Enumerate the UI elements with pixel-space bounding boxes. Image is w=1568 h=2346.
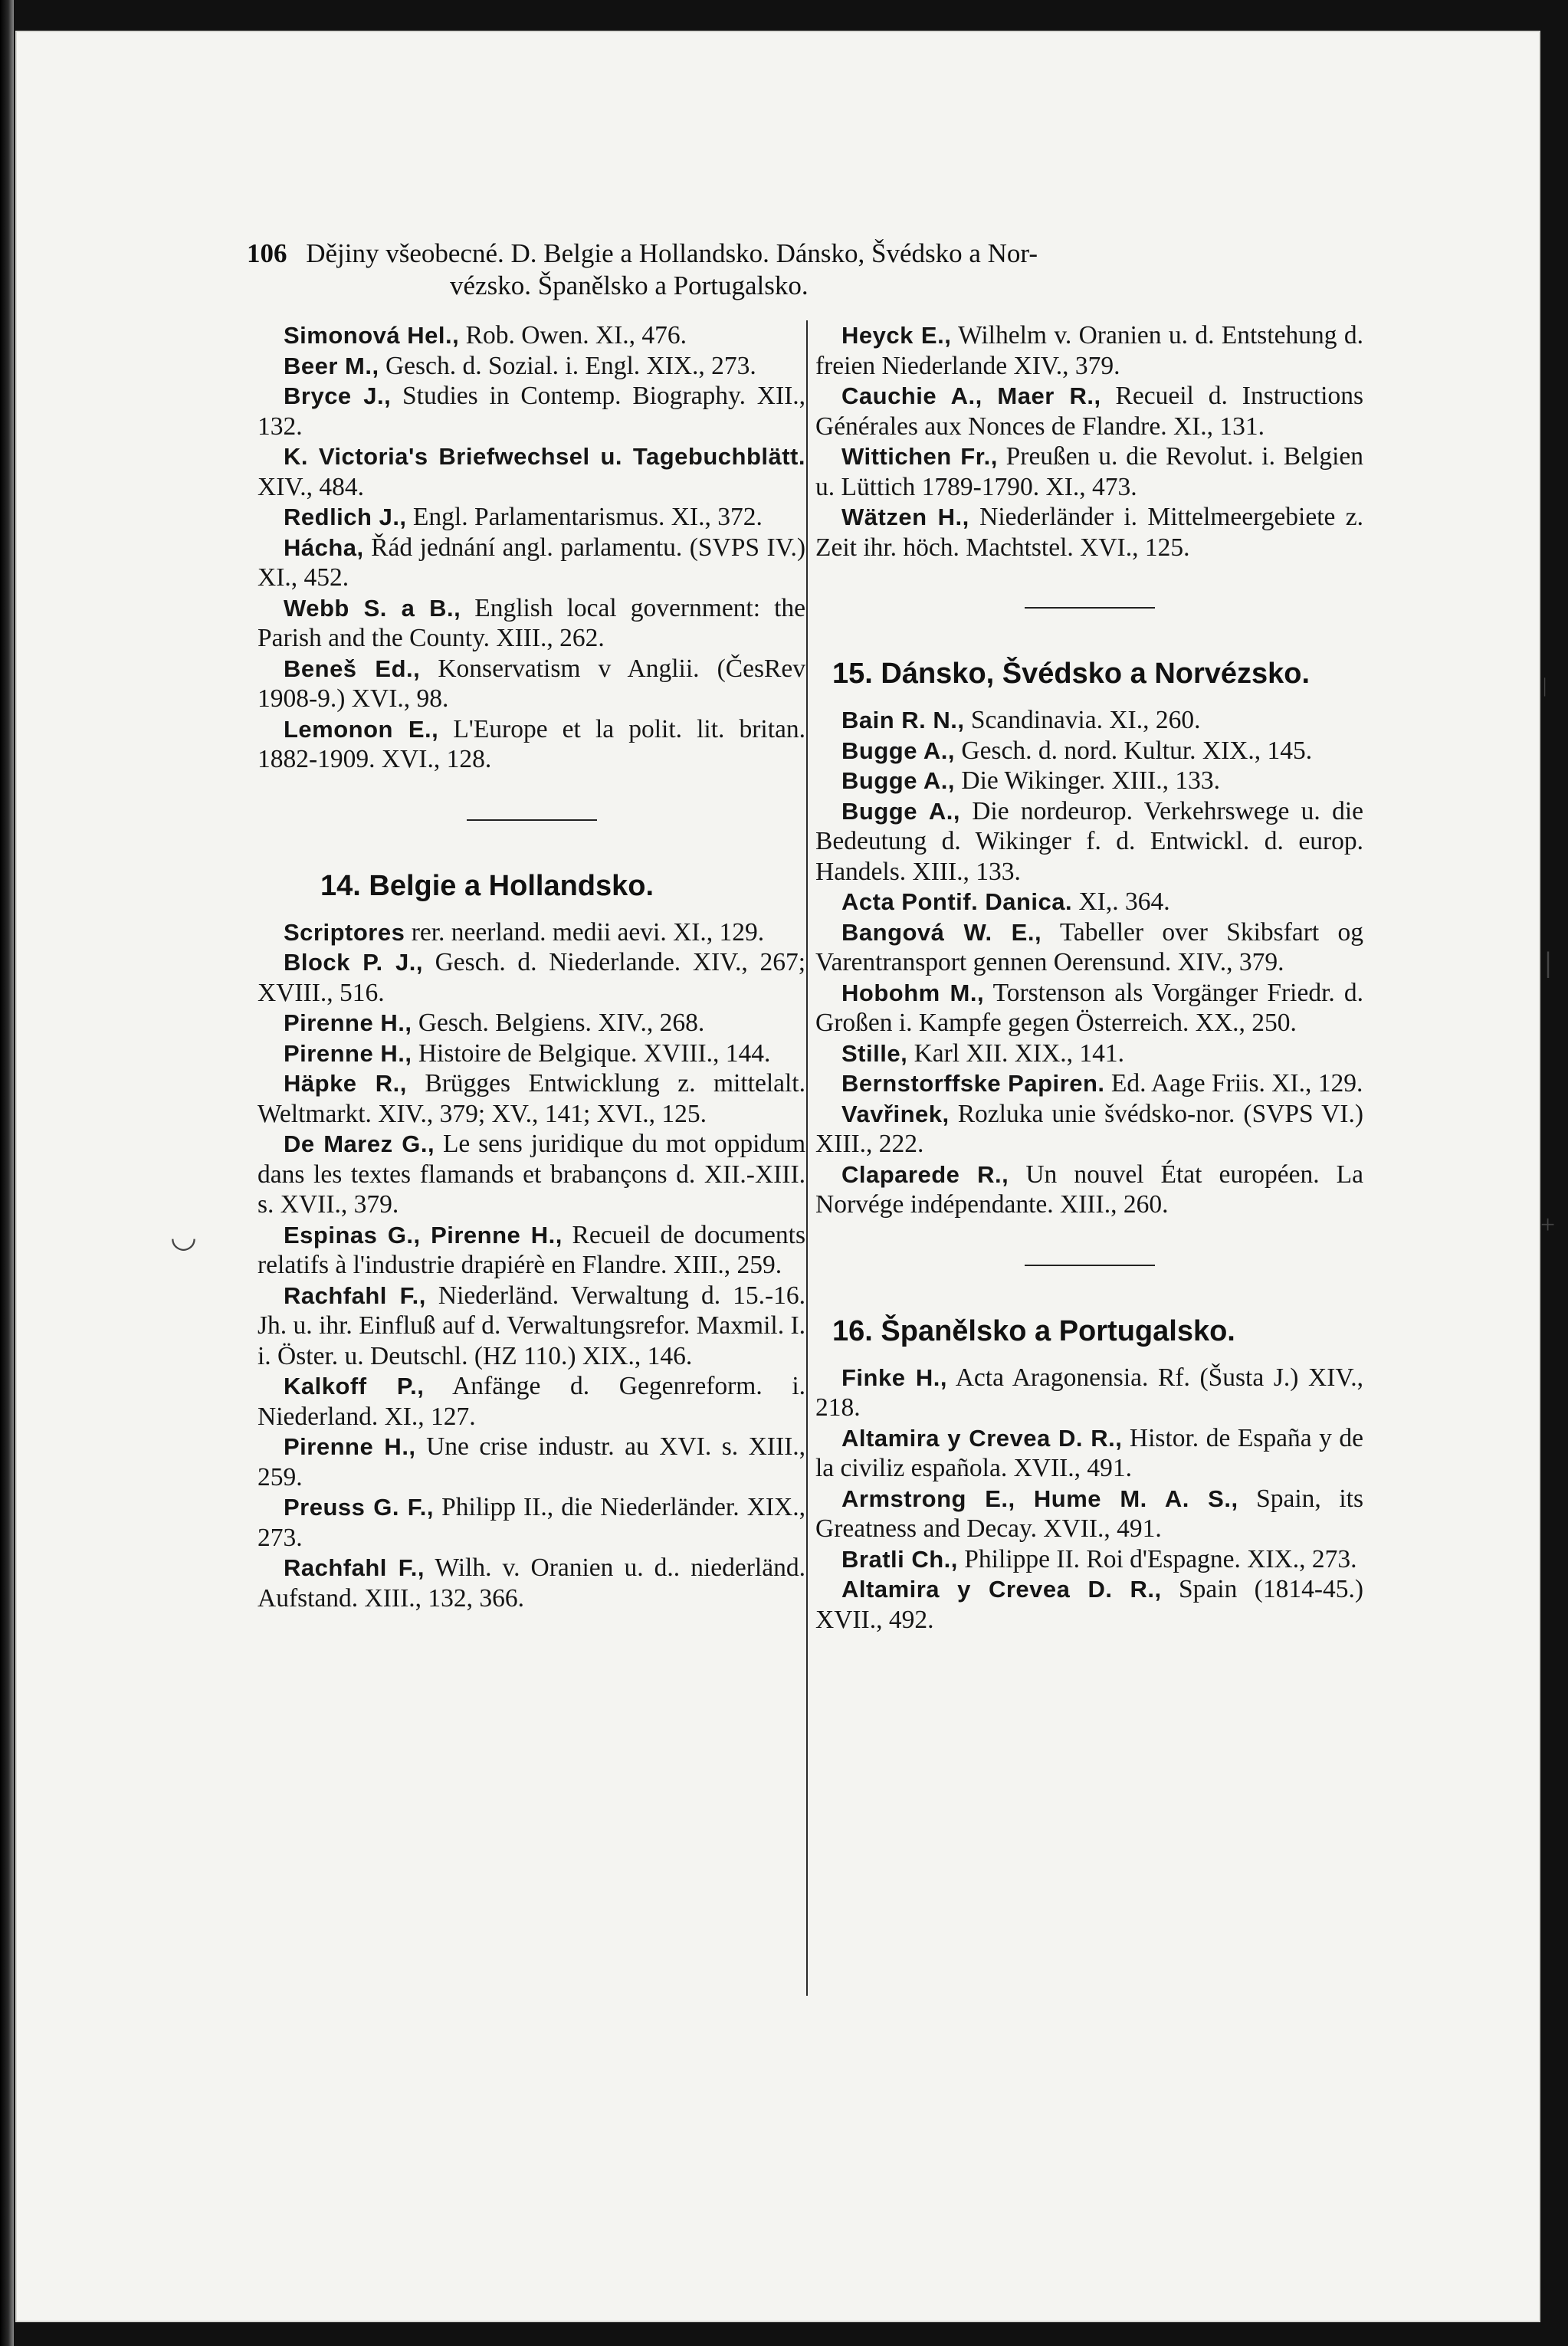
bib-entry — [258, 320, 805, 351]
bib-entry — [258, 1068, 805, 1129]
entry-author: Kalkoff P., — [284, 1373, 425, 1399]
entry-author: Stille, — [841, 1039, 908, 1067]
entry-author: Häpke R., — [284, 1070, 407, 1097]
entry-text: Gesch. d. nord. Kultur. XIX., 145. — [961, 736, 1313, 765]
bib-entry — [258, 351, 805, 382]
entry-author: Vavřinek, — [841, 1100, 950, 1127]
entry-text: Tabeller over Skibsfart og Varentransport gennen Oerensund. XIV., 379. — [815, 917, 1363, 976]
entry-author: Preuss G. F., — [284, 1494, 435, 1521]
entry-author: Cauchie A., Maer R., — [841, 382, 1101, 409]
bib-entry — [815, 705, 1363, 736]
entry-text: Rob. Owen. XI., 476. — [465, 321, 687, 349]
bib-entry — [815, 1544, 1363, 1575]
margin-ink-mark: ◡ — [170, 1219, 197, 1254]
bib-entry — [815, 320, 1363, 381]
bib-entry — [815, 502, 1363, 563]
entry-author: Bugge A., — [841, 797, 960, 825]
entry-author: Rachfahl F., — [284, 1554, 425, 1581]
entry-text: Die nordeurop. Verkehrswege u. die Bedeutung d. Wikinger f. d. Entwickl. d. europ. Handels. XIII., 133. — [815, 796, 1364, 886]
page-number: 106 — [247, 238, 287, 268]
entry-author: Bratli Ch., — [841, 1545, 958, 1573]
entry-text: Niederländer i. Mittelmeergebiete z. Zeit ihr. höch. Machtstel. XVI., 125. — [815, 503, 1363, 562]
entry-author: Acta Pontif. Danica. — [841, 888, 1073, 915]
entry-text: Niederländ. Verwaltung d. 15.-16. Jh. u. ihr. Einfluß auf d. Verwaltungsrefor. Maxmil. I. i. Öster. u. Deutschl. (HZ 110.) XIX., 146. — [258, 1281, 805, 1370]
entry-text: Preußen u. die Revolut. i. Belgien u. Lüttich 1789-1790. XI., 473. — [815, 442, 1363, 501]
entry-text: Ed. Aage Friis. XI., 129. — [1110, 1069, 1363, 1098]
bib-entry — [258, 441, 805, 502]
margin-tick-mark-upper: | — [1543, 674, 1547, 697]
bib-entry — [258, 1553, 805, 1613]
section-15-list — [815, 705, 1363, 1220]
entry-author: Claparede R., — [841, 1160, 1009, 1188]
entry-author: De Marez G., — [284, 1130, 435, 1157]
section-16-list — [815, 1363, 1363, 1636]
bib-entry — [258, 1432, 805, 1492]
entry-text: Torstenson als Vorgänger Friedr. d. Großen i. Kampfe gegen Österreich. XX., 250. — [815, 978, 1363, 1037]
entry-author: Bugge A., — [841, 767, 956, 794]
entry-author: Lemonon E., — [284, 715, 439, 743]
entry-text: Die Wikinger. XIII., 133. — [961, 766, 1221, 795]
bib-entry — [258, 1038, 805, 1069]
bib-entry — [815, 441, 1363, 502]
section-rule — [1025, 1265, 1155, 1266]
entry-author: Webb S. a B., — [284, 594, 461, 622]
bib-entry — [258, 502, 805, 533]
entry-author: Simonová Hel., — [284, 322, 460, 349]
entry-author: Wittichen Fr., — [841, 443, 998, 470]
header-line-2: vézsko. Španělsko a Portugalsko. — [450, 271, 809, 300]
entry-author: Altamira y Crevea D. R., — [841, 1424, 1123, 1452]
entry-text: Gesch. Belgiens. XIV., 268. — [418, 1009, 705, 1037]
bib-entry — [815, 1423, 1363, 1484]
bib-entry — [258, 593, 805, 654]
bib-entry — [258, 714, 805, 775]
section-heading-14: 14. Belgie a Hollandsko. — [320, 869, 654, 902]
bib-entry — [815, 1068, 1363, 1099]
entry-text: Philippe II. Roi d'Espagne. XIX., 273. — [964, 1544, 1357, 1573]
bib-entry — [258, 381, 805, 441]
margin-cross-mark: + — [1540, 1211, 1556, 1239]
entry-text: L'Europe et la polit. lit. britan. 1882-1909. XVI., 128. — [258, 714, 806, 773]
bib-entry — [258, 1371, 805, 1432]
entry-text: Gesch. d. Sozial. i. Engl. XIX., 273. — [385, 351, 756, 380]
entry-text: Spain, its Greatness and Decay. XVII., 491. — [815, 1484, 1364, 1543]
entry-text: Anfänge d. Gegenreform. i. Niederland. XI., 127. — [258, 1372, 806, 1431]
entry-author: Hácha, — [284, 533, 364, 561]
entry-author: Armstrong E., Hume M. A. S., — [841, 1485, 1238, 1512]
bib-entry — [815, 1574, 1363, 1635]
bib-entry — [258, 947, 805, 1008]
entry-text: Wilh. v. Oranien u. d.. niederländ. Aufstand. XIII., 132, 366. — [258, 1554, 805, 1613]
column-divider — [806, 320, 808, 1996]
entry-text: rer. neerland. medii aevi. XI., 129. — [411, 917, 765, 947]
entry-text: Le sens juridique du mot oppidum dans les textes flamands et brabançons d. XII.-XIII. s. XVII., 379. — [258, 1130, 806, 1219]
entry-text: Wilhelm v. Oranien u. d. Entstehung d. freien Niederlande XIV., 379. — [815, 321, 1363, 380]
entry-author: Pirenne H., — [284, 1039, 412, 1067]
bib-entry — [258, 1129, 805, 1220]
running-header — [247, 238, 1343, 302]
entry-text: Rozluka unie švédsko-nor. (SVPS VI.) XIII., 222. — [815, 1099, 1363, 1158]
section-heading-16: 16. Španělsko a Portugalsko. — [832, 1314, 1235, 1347]
bib-entry — [815, 381, 1363, 441]
entry-author: Block P. J., — [284, 949, 423, 976]
header-line-1: Dějiny všeobecné. D. Belgie a Hollandsko. Dánsko, Švédsko a Nor- — [306, 238, 1038, 268]
entry-author: Scriptores — [284, 918, 405, 946]
bib-entry — [258, 654, 805, 714]
entry-text: XIV., 484. — [258, 472, 364, 501]
section-rule — [1025, 607, 1155, 609]
entry-author: Hobohm M., — [841, 979, 985, 1006]
bib-entry — [258, 1281, 805, 1372]
entry-author: Heyck E., — [841, 322, 952, 349]
entry-text: XI,. 364. — [1078, 888, 1170, 916]
entry-text: Scandinavia. XI., 260. — [970, 706, 1201, 734]
entry-text: Brügges Entwicklung z. mittelalt. Weltmarkt. XIV., 379; XV., 141; XVI., 125. — [258, 1069, 805, 1128]
entry-author: Redlich J., — [284, 504, 407, 530]
margin-tick-mark: ǀ — [1544, 943, 1553, 986]
entry-author: Espinas G., Pirenne H., — [284, 1221, 563, 1248]
right-intro-list — [815, 320, 1363, 563]
entry-author: Altamira y Crevea D. R., — [841, 1576, 1162, 1603]
entry-author: Finke H., — [841, 1363, 947, 1391]
bib-entry — [815, 736, 1363, 766]
bib-entry — [258, 917, 805, 948]
entry-author: Pirenne H., — [284, 1433, 416, 1460]
entry-text: Recueil d. Instructions Générales aux Nonces de Flandre. XI., 131. — [815, 382, 1363, 441]
entry-text: Engl. Parlamentarismus. XI., 372. — [412, 503, 763, 531]
entry-text: Une crise industr. au XVI. s. XIII., 259. — [258, 1432, 806, 1491]
bib-entry — [258, 1008, 805, 1038]
entry-author: Beneš Ed., — [284, 655, 421, 682]
section-rule — [467, 819, 597, 821]
bib-entry — [815, 1160, 1363, 1220]
bib-entry — [815, 978, 1363, 1038]
entry-author: Wätzen H., — [841, 504, 969, 530]
bib-entry — [815, 887, 1363, 917]
entry-text: Histor. de España y de la civiliz española. XVII., 491. — [815, 1423, 1364, 1482]
entry-author: Bangová W. E., — [841, 918, 1042, 946]
entry-text: Konservatism v Anglii. (ČesRev 1908-9.) XVI., 98. — [258, 654, 806, 713]
entry-author: Bernstorffske Papiren. — [841, 1070, 1105, 1097]
left-column — [258, 320, 805, 1613]
entry-author: K. Victoria's Briefwechsel u. Tagebuchblätt. — [284, 443, 805, 470]
entry-author: Bugge A., — [841, 737, 956, 764]
bib-entry — [258, 533, 805, 593]
left-intro-list — [258, 320, 805, 775]
entry-author: Pirenne H., — [284, 1009, 412, 1036]
right-column — [815, 320, 1363, 1635]
entry-text: Histoire de Belgique. XVIII., 144. — [418, 1038, 771, 1068]
entry-text: Acta Aragonensia. Rf. (Šusta J.) XIV., 218. — [815, 1363, 1363, 1422]
entry-text: Karl XII. XIX., 141. — [914, 1038, 1125, 1068]
bib-entry — [815, 917, 1363, 978]
entry-author: Bryce J., — [284, 382, 392, 409]
entry-text: English local government: the Parish and the County. XIII., 262. — [258, 593, 805, 652]
entry-text: Spain (1814-45.) XVII., 492. — [815, 1575, 1364, 1634]
bib-entry — [258, 1220, 805, 1281]
bib-entry — [258, 1492, 805, 1553]
scan-edge — [0, 0, 14, 2346]
entry-text: Studies in Contemp. Biography. XII., 132. — [258, 382, 806, 441]
bib-entry — [815, 1099, 1363, 1160]
bib-entry — [815, 796, 1363, 888]
bib-entry — [815, 1038, 1363, 1069]
entry-author: Bain R. N., — [841, 707, 965, 733]
entry-author: Beer M., — [284, 352, 379, 379]
section-14-list — [258, 917, 805, 1614]
entry-text: Recueil de documents relatifs à l'industrie drapiérè en Flandre. XIII., 259. — [258, 1220, 806, 1279]
entry-text: Řád jednání angl. parlamentu. (SVPS IV.) XI., 452. — [258, 533, 806, 592]
entry-text: Gesch. d. Niederlande. XIV., 267; XVIII., 516. — [258, 948, 806, 1007]
entry-author: Rachfahl F., — [284, 1281, 426, 1309]
bib-entry — [815, 766, 1363, 796]
entry-text: Un nouvel État européen. La Norvége indépendante. XIII., 260. — [815, 1160, 1364, 1219]
bib-entry — [815, 1363, 1363, 1423]
entry-text: Philipp II., die Niederländer. XIX., 273. — [258, 1493, 806, 1552]
section-heading-15: 15. Dánsko, Švédsko a Norvézsko. — [832, 658, 1310, 690]
bib-entry — [815, 1484, 1363, 1544]
